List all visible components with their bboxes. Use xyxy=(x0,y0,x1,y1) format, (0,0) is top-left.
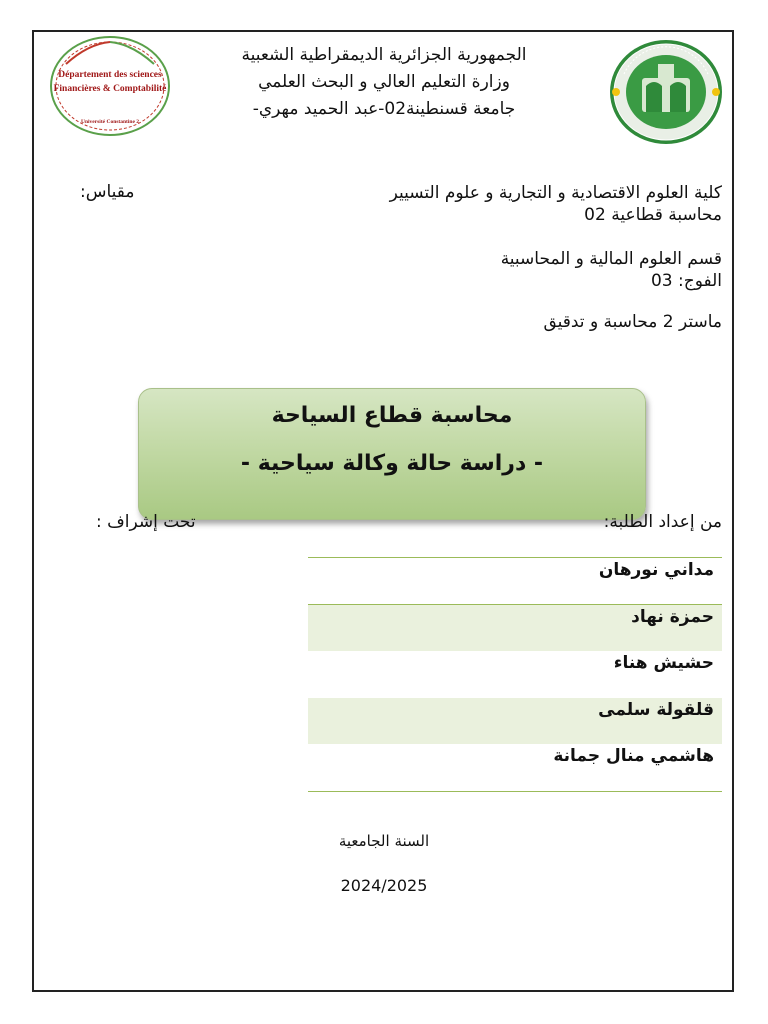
group-number: الفوج: 03 xyxy=(650,271,722,291)
supervised-by-label: تحت إشراف : xyxy=(96,512,196,532)
student-name: هاشمي منال جمانة xyxy=(553,746,714,767)
university-seal-logo xyxy=(604,34,728,146)
table-row xyxy=(308,698,722,745)
faculty-block xyxy=(302,182,722,226)
table-row xyxy=(308,558,722,605)
module-label: مقياس: xyxy=(80,182,135,202)
academic-year-value: 2024/2025 xyxy=(340,876,428,895)
prepared-by-label: من إعداد الطلبة: xyxy=(603,512,722,532)
logo-line-1: Département des sciences xyxy=(58,70,162,80)
student-name: مداني نورهان xyxy=(598,560,714,580)
department-name: قسم العلوم المالية و المحاسبية xyxy=(500,249,722,269)
student-name: حشيش هناء xyxy=(613,653,714,674)
student-name: قلقولة سلمى xyxy=(598,699,714,720)
header-ministry: وزارة التعليم العالي و البحث العلمي xyxy=(258,72,510,92)
header-country: الجمهورية الجزائرية الديمقراطية الشعبية xyxy=(241,45,527,65)
student-name: حمزة نهاد xyxy=(631,606,714,627)
faculty-name: كلية العلوم الاقتصادية و التجارية و علوم التسيير xyxy=(389,183,722,203)
logo-line-3: Université Constantine 2 xyxy=(80,119,140,125)
department-block xyxy=(501,248,722,292)
logo-line-2: Financières & Comptabilité xyxy=(53,84,167,94)
table-row xyxy=(308,605,722,652)
table-row xyxy=(308,651,722,698)
ministry-header xyxy=(160,42,608,123)
department-logo xyxy=(48,34,172,138)
students-table xyxy=(308,557,722,792)
title-box xyxy=(138,388,646,520)
header-university: جامعة قسنطينة02-عبد الحميد مهري- xyxy=(252,99,516,119)
report-title: محاسبة قطاع السياحة xyxy=(271,403,513,428)
module-name: محاسبة قطاعية 02 xyxy=(584,205,722,225)
report-subtitle: - دراسة حالة وكالة سياحية - xyxy=(240,451,544,476)
academic-year-label: السنة الجامعية xyxy=(338,832,430,850)
table-row xyxy=(308,744,722,791)
program-name: ماستر 2 محاسبة و تدقيق xyxy=(543,312,722,332)
